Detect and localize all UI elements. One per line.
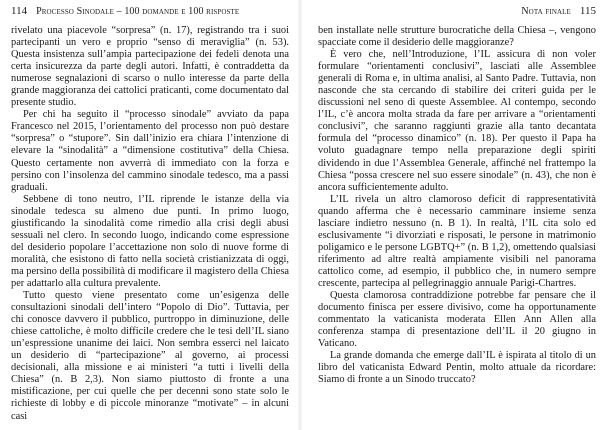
right-page-number: 115: [579, 5, 596, 17]
paragraph: La grande domanda che emerge dall’IL è ispirata al titolo di un libro del vaticanista Edward Pentin, molto attuale da ricordare: Siamo di fronte a un Sinodo truccato?: [318, 350, 596, 386]
right-page-body: [318, 25, 596, 386]
right-page: [318, 0, 596, 430]
left-page-header: [11, 0, 289, 22]
paragraph: rivelato una piacevole “sorpresa” (n. 17), registrando tra i suoi partecipanti un vero e proprio “senso di meraviglia” (n. 53). Questa insistenza sull’ampia partecipazione dei fedeli denota una certa insicurezza da parte degli autori. Infatti, è contraddetta da numerose segnalazioni di scarso o nullo interesse da parte della grande maggioranza dei cattolici praticanti, come documentato dal presente studio.: [11, 25, 289, 109]
paragraph: È vero che, nell’Introduzione, l’IL assicura di non voler formulare “orientamenti conclusivi”, lasciati alle Assemblee generali di Roma e, in ultima analisi, al Santo Padre. Tuttavia, non nasconde che sta cercando di stabilire dei criteri guida per le discussioni nel seno di queste Assemblee. Al contempo, secondo l’IL, c’è ancora molta strada da fare per arrivare a “orientamenti conclusivi”, che saranno raggiunti grazie alla tanto decantata formula del “processo dinamico” (n. 18). Per questo il Papa ha voluto guadagnare tempo nella preparazione degli spiriti dividendo in due l’Assemblea Generale, affinché nel frattempo la Chiesa “possa crescere nel suo essere sinodale” (n. 43), che non è ancora sufficientemente adulto.: [318, 49, 596, 193]
book-gutter: [297, 0, 303, 430]
paragraph: ben installate nelle strutture burocratiche della Chiesa –, vengono spacciate come il desiderio delle maggioranze?: [318, 25, 596, 49]
left-page: [11, 0, 289, 430]
paragraph: Sebbene di tono neutro, l’IL riprende le istanze della via sinodale tedesca su almeno due punti. In primo luogo, giustificando la sinodalità come rimedio alla crisi degli abusi sessuali nel clero. In secondo luogo, indicando come espressione del desiderio popolare l’accettazione non solo di nuove forme di moralità, che esistono di fatto nella società cristianizzata di oggi, ma persino della possibilità di modificare il magistero della Chiesa per adattarlo alla cultura prevalente.: [11, 193, 289, 289]
paragraph: L’IL rivela un altro clamoroso deficit di rappresentatività quando afferma che è necessario camminare insieme senza lasciare indietro nessuno (n. B 1). In realtà, l’IL cita solo ed esclusivamente “i divorziati e risposati, le persone in matrimonio poligamico e le persone LGBTQ+” (n. B 1,2), omettendo qualsiasi riferimento ad altre realtà ampiamente visibili nel panorama cattolico come, ad esempio, il pubblico che, in numero sempre crescente, partecipa al pellegrinaggio annuale Parigi-Chartres.: [318, 193, 596, 289]
left-page-number: 114: [11, 5, 28, 17]
left-running-head: Processo Sinodale – 100 domande e 100 risposte: [36, 6, 240, 17]
right-page-header: [318, 0, 596, 22]
right-running-head: Nota finale: [521, 6, 571, 17]
paragraph: Per chi ha seguito il “processo sinodale” avviato da papa Francesco nel 2015, l’orientamento del processo non può destare “sorpresa” o “stupore”. Sin dall’inizio era chiara l’intenzione di elevare la “sinodalità” a “dimensione costitutiva” della Chiesa. Questo certamente non avverrà di immediato con la forza e persino con l’insolenza del cammino sinodale tedesco, ma a passi graduali.: [11, 109, 289, 193]
paragraph: Questa clamorosa contraddizione potrebbe far pensare che il documento finisca per essere divisivo, come ha opportunamente commentato la vaticanista moderata Ellen Ann Allen alla conferenza stampa di presentazione dell’IL il 20 giugno in Vaticano.: [318, 290, 596, 350]
paragraph: Tutto questo viene presentato come un’esigenza delle consultazioni sinodali dell’intero “Popolo di Dio”. Tuttavia, per chi conosce davvero il pubblico, purtroppo in diminuzione, delle chiese cattoliche, è molto difficile credere che le tesi dell’IL siano un’espressione unanime dei laici. Non sembra esserci nel laicato un desiderio di “partecipazione” al governo, ai processi decisionali, alla missione e ai ministeri “a tutti i livelli della Chiesa” (n. B 2,3). Non siamo piuttosto di fronte a una mistificazione, per cui quelle che per decenni sono state solo le richieste di lobby e di piccole minoranze “motivate” – in alcuni casi: [11, 290, 289, 422]
left-page-body: [11, 25, 289, 423]
